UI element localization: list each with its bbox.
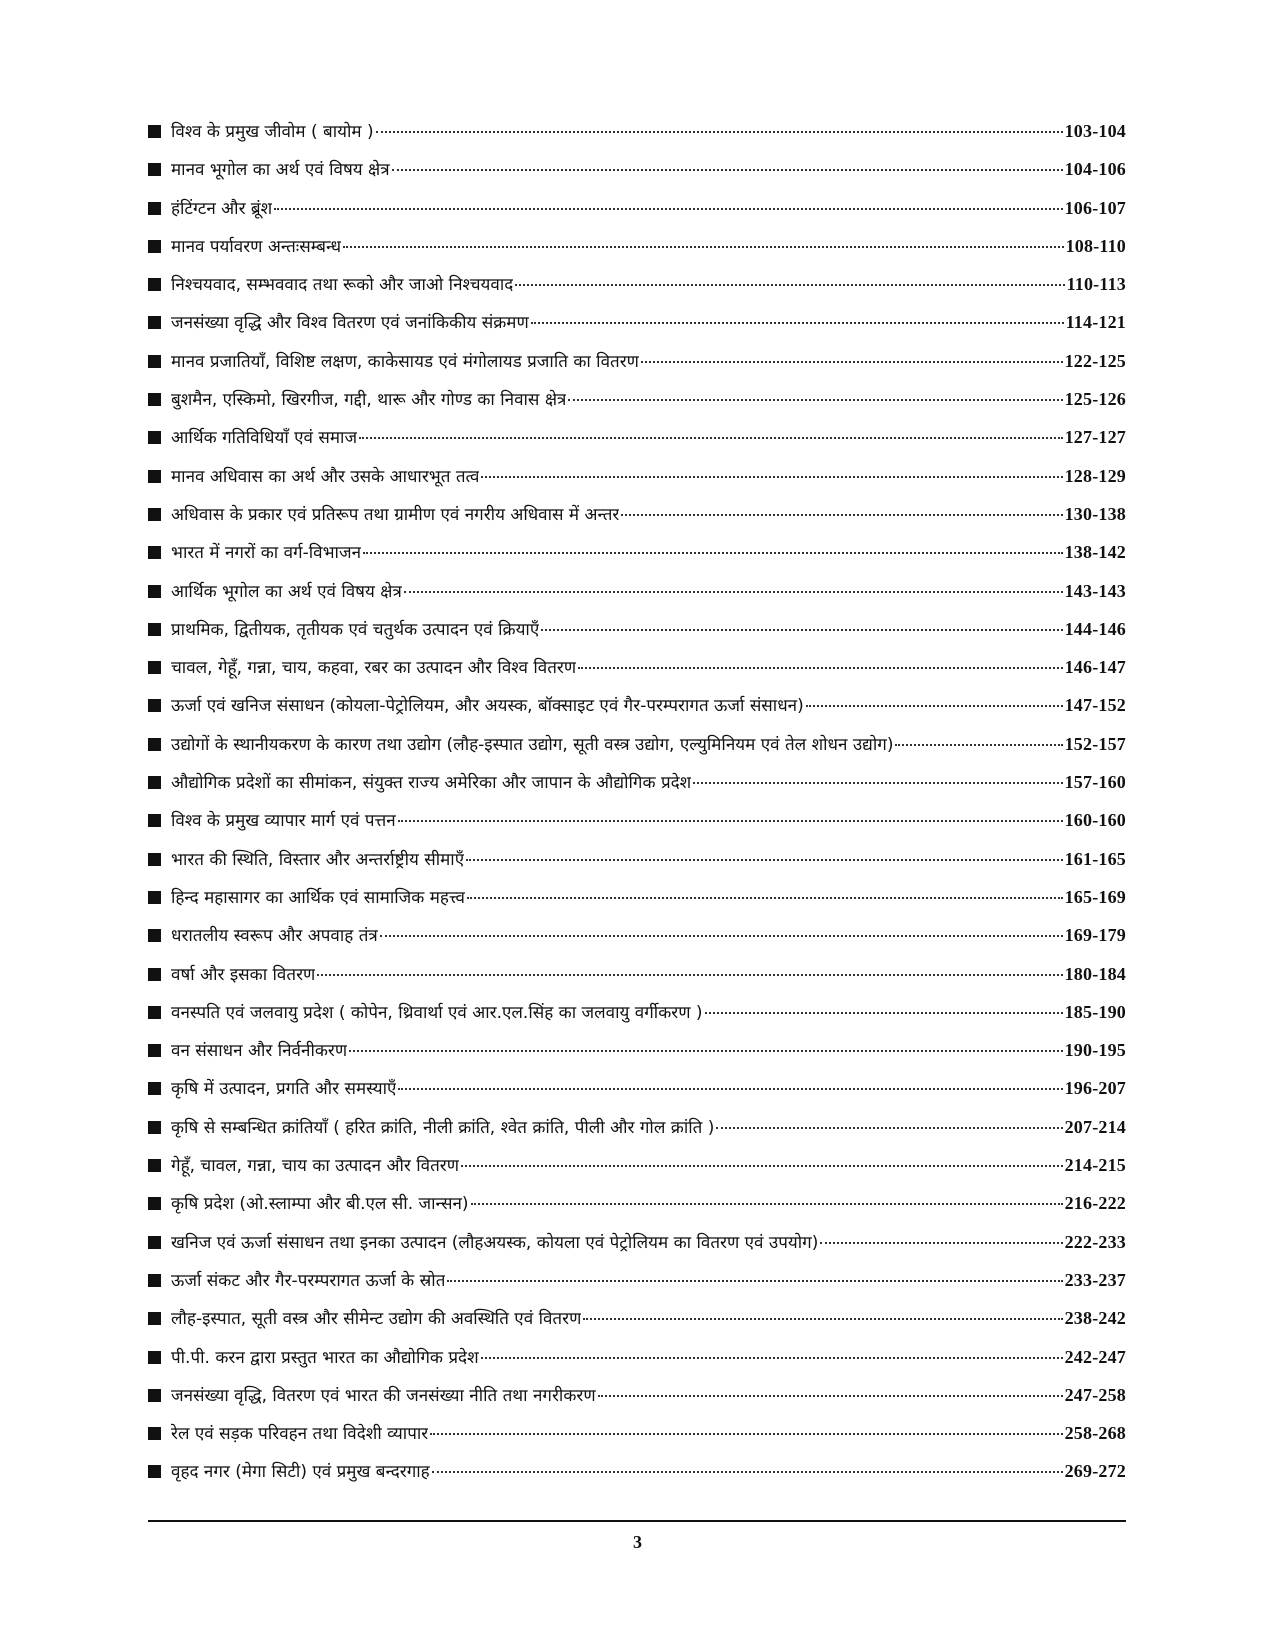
toc-entry-pages: 238-242 bbox=[1064, 1308, 1126, 1329]
toc-entry-title: वन संसाधन और निर्वनीकरण bbox=[171, 1041, 348, 1062]
dot-leader bbox=[274, 208, 1062, 210]
bullet-square-icon bbox=[148, 1389, 161, 1402]
toc-entry bbox=[148, 770, 1126, 808]
toc-entry-title: गेहूँ, चावल, गन्ना, चाय का उत्पादन और वितरण bbox=[171, 1156, 460, 1177]
toc-entry bbox=[148, 157, 1126, 195]
dot-leader bbox=[432, 1471, 1063, 1473]
toc-entry bbox=[148, 502, 1126, 540]
toc-entry-title: लौह-इस्पात, सूती वस्त्र और सीमेन्ट उद्योग की अवस्थिति एवं वितरण bbox=[171, 1309, 582, 1330]
dot-leader bbox=[343, 246, 1063, 248]
dot-leader bbox=[583, 1318, 1062, 1320]
bullet-square-icon bbox=[148, 738, 161, 751]
toc-entry-title: हिन्द महासागर का आर्थिक एवं सामाजिक महत्त्व bbox=[171, 887, 465, 908]
toc-entry-title: पी.पी. करन द्वारा प्रस्तुत भारत का औद्योगिक प्रदेश bbox=[171, 1347, 479, 1368]
table-of-contents bbox=[148, 119, 1126, 1498]
toc-entry-title: मानव भूगोल का अर्थ एवं विषय क्षेत्र bbox=[171, 160, 390, 181]
toc-entry-pages: 161-165 bbox=[1064, 848, 1126, 869]
toc-entry-title: आर्थिक भूगोल का अर्थ एवं विषय क्षेत्र bbox=[171, 581, 402, 602]
bullet-square-icon bbox=[148, 1082, 161, 1095]
toc-entry-title: आर्थिक गतिविधियाँ एवं समाज bbox=[171, 428, 358, 449]
toc-entry-title: मानव पर्यावरण अन्तःसम्बन्ध bbox=[171, 236, 342, 257]
dot-leader bbox=[404, 591, 1063, 593]
toc-entry bbox=[148, 655, 1126, 693]
toc-entry-title: भारत में नगरों का वर्ग-विभाजन bbox=[171, 543, 362, 564]
bullet-square-icon bbox=[148, 546, 161, 559]
dot-leader bbox=[466, 859, 1062, 861]
toc-entry bbox=[148, 540, 1126, 578]
toc-entry bbox=[148, 1383, 1126, 1421]
toc-entry bbox=[148, 387, 1126, 425]
toc-entry-title: मानव प्रजातियाँ, विशिष्ट लक्षण, काकेसायड एवं मंगोलायड प्रजाति का वितरण bbox=[171, 351, 639, 372]
toc-entry bbox=[148, 1459, 1126, 1497]
bullet-square-icon bbox=[148, 776, 161, 789]
toc-entry-pages: 258-268 bbox=[1064, 1423, 1126, 1444]
bullet-square-icon bbox=[148, 355, 161, 368]
toc-entry-pages: 157-160 bbox=[1064, 772, 1126, 793]
dot-leader bbox=[398, 1088, 1062, 1090]
toc-entry-pages: 216-222 bbox=[1064, 1193, 1126, 1214]
dot-leader bbox=[621, 514, 1062, 516]
toc-entry bbox=[148, 1115, 1126, 1153]
bullet-square-icon bbox=[148, 431, 161, 444]
dot-leader bbox=[467, 897, 1063, 899]
toc-entry bbox=[148, 579, 1126, 617]
toc-entry-title: धरातलीय स्वरूप और अपवाह तंत्र bbox=[171, 926, 378, 947]
toc-entry-pages: 214-215 bbox=[1064, 1155, 1126, 1176]
dot-leader bbox=[363, 552, 1063, 554]
dot-leader bbox=[398, 820, 1063, 822]
bullet-square-icon bbox=[148, 1312, 161, 1325]
toc-entry-title: वनस्पति एवं जलवायु प्रदेश ( कोपेन, थ्रिवार्था एवं आर.एल.सिंह का जलवायु वर्गीकरण ) bbox=[171, 1002, 703, 1023]
dot-leader bbox=[895, 744, 1062, 746]
toc-entry bbox=[148, 1268, 1126, 1306]
toc-entry-pages: 152-157 bbox=[1064, 733, 1126, 754]
dot-leader bbox=[578, 667, 1062, 669]
bullet-square-icon bbox=[148, 1236, 161, 1249]
toc-entry-title: कृषि प्रदेश (ओ.स्लाम्पा और बी.एल सी. जान्सन) bbox=[171, 1194, 469, 1215]
toc-entry bbox=[148, 808, 1126, 846]
bullet-square-icon bbox=[148, 163, 161, 176]
toc-entry-title: वर्षा और इसका वितरण bbox=[171, 964, 316, 985]
toc-entry-pages: 269-272 bbox=[1064, 1461, 1126, 1482]
bullet-square-icon bbox=[148, 1044, 161, 1057]
bullet-square-icon bbox=[148, 1351, 161, 1364]
dot-leader bbox=[349, 1050, 1062, 1052]
toc-entry-title: रेल एवं सड़क परिवहन तथा विदेशी व्यापार bbox=[171, 1424, 429, 1445]
toc-entry-pages: 160-160 bbox=[1064, 810, 1126, 831]
toc-entry-pages: 125-126 bbox=[1064, 389, 1126, 410]
toc-entry-title: विश्व के प्रमुख व्यापार मार्ग एवं पत्तन bbox=[171, 811, 396, 832]
dot-leader bbox=[716, 1127, 1062, 1129]
toc-entry-pages: 207-214 bbox=[1064, 1116, 1126, 1137]
toc-entry-title: खनिज एवं ऊर्जा संसाधन तथा इनका उत्पादन (लौहअयस्क, कोयला एवं पेट्रोलियम का वितरण एवं उपयोग) bbox=[171, 1232, 819, 1253]
toc-entry-pages: 103-104 bbox=[1064, 121, 1126, 141]
toc-entry-pages: 143-143 bbox=[1064, 580, 1126, 601]
toc-entry bbox=[148, 1191, 1126, 1229]
footer-divider bbox=[148, 1520, 1126, 1522]
toc-entry bbox=[148, 1076, 1126, 1114]
dot-leader bbox=[541, 629, 1062, 631]
dot-leader bbox=[515, 284, 1064, 286]
toc-entry-pages: 165-169 bbox=[1064, 886, 1126, 907]
dot-leader bbox=[806, 705, 1063, 707]
bullet-square-icon bbox=[148, 1006, 161, 1019]
bullet-square-icon bbox=[148, 278, 161, 291]
bullet-square-icon bbox=[148, 814, 161, 827]
dot-leader bbox=[430, 1433, 1062, 1435]
bullet-square-icon bbox=[148, 1121, 161, 1134]
toc-entry bbox=[148, 1230, 1126, 1268]
toc-entry-title: ऊर्जा संकट और गैर-परम्परागत ऊर्जा के स्रोत bbox=[171, 1270, 446, 1291]
toc-entry-pages: 104-106 bbox=[1064, 159, 1126, 180]
toc-entry-title: भारत की स्थिति, विस्तार और अन्तर्राष्ट्रीय सीमाएँ bbox=[171, 849, 465, 870]
bullet-square-icon bbox=[148, 470, 161, 483]
toc-entry-pages: 233-237 bbox=[1064, 1269, 1126, 1290]
toc-entry-pages: 127-127 bbox=[1064, 427, 1126, 448]
bullet-square-icon bbox=[148, 1197, 161, 1210]
toc-entry-pages: 169-179 bbox=[1064, 925, 1126, 946]
dot-leader bbox=[461, 1165, 1063, 1167]
toc-entry bbox=[148, 464, 1126, 502]
dot-leader bbox=[481, 476, 1062, 478]
toc-entry bbox=[148, 425, 1126, 463]
toc-entry-title: विश्व के प्रमुख जीवोम ( बायोम ) bbox=[171, 122, 374, 142]
page-number: 3 bbox=[633, 1532, 642, 1552]
bullet-square-icon bbox=[148, 508, 161, 521]
toc-entry-title: बुशमैन, एस्किमो, खिरगीज, गद्दी, थारू और गोण्ड का निवास क्षेत्र bbox=[171, 390, 567, 411]
toc-entry-pages: 122-125 bbox=[1064, 350, 1126, 371]
dot-leader bbox=[376, 131, 1063, 133]
toc-entry bbox=[148, 1421, 1126, 1459]
dot-leader bbox=[641, 361, 1063, 363]
bullet-square-icon bbox=[148, 125, 161, 138]
dot-leader bbox=[481, 1357, 1063, 1359]
toc-entry-title: निश्चयवाद, सम्भववाद तथा रूको और जाओ निश्चयवाद bbox=[171, 275, 514, 296]
toc-entry-title: जनसंख्या वृद्धि और विश्व वितरण एवं जनांकिकीय संक्रमण bbox=[171, 313, 529, 334]
toc-entry bbox=[148, 196, 1126, 234]
toc-entry-title: कृषि में उत्पादन, प्रगति और समस्याएँ bbox=[171, 1079, 397, 1100]
bullet-square-icon bbox=[148, 1159, 161, 1172]
bullet-square-icon bbox=[148, 929, 161, 942]
toc-entry-pages: 110-113 bbox=[1066, 274, 1126, 295]
dot-leader bbox=[568, 399, 1062, 401]
toc-entry-pages: 247-258 bbox=[1064, 1384, 1126, 1405]
dot-leader bbox=[693, 782, 1062, 784]
bullet-square-icon bbox=[148, 316, 161, 329]
toc-entry bbox=[148, 1306, 1126, 1344]
toc-entry-pages: 138-142 bbox=[1064, 542, 1126, 563]
toc-entry-pages: 180-184 bbox=[1064, 963, 1126, 984]
dot-leader bbox=[380, 935, 1063, 937]
dot-leader bbox=[598, 1395, 1063, 1397]
toc-entry-title: औद्योगिक प्रदेशों का सीमांकन, संयुक्त राज्य अमेरिका और जापान के औद्योगिक प्रदेश bbox=[171, 773, 692, 794]
toc-entry bbox=[148, 119, 1126, 157]
toc-entry-title: मानव अधिवास का अर्थ और उसके आधारभूत तत्व bbox=[171, 466, 480, 487]
toc-entry bbox=[148, 1345, 1126, 1383]
toc-entry-title: जनसंख्या वृद्धि, वितरण एवं भारत की जनसंख्या नीति तथा नगरीकरण bbox=[171, 1385, 596, 1406]
toc-entry-title: उद्योगों के स्थानीयकरण के कारण तथा उद्योग (लौह-इस्पात उद्योग, सूती वस्त्र उद्योग, एल्युमिनियम एवं तेल शोधन उद्योग) bbox=[171, 734, 894, 755]
toc-entry-title: वृहद नगर (मेगा सिटी) एवं प्रमुख बन्दरगाह bbox=[171, 1462, 430, 1483]
dot-leader bbox=[531, 322, 1064, 324]
toc-entry-pages: 144-146 bbox=[1064, 618, 1126, 639]
toc-entry bbox=[148, 962, 1126, 1000]
toc-entry bbox=[148, 732, 1126, 770]
dot-leader bbox=[705, 1012, 1063, 1014]
toc-entry bbox=[148, 847, 1126, 885]
toc-entry-pages: 130-138 bbox=[1064, 503, 1126, 524]
toc-entry-pages: 185-190 bbox=[1064, 1001, 1126, 1022]
toc-entry bbox=[148, 617, 1126, 655]
bullet-square-icon bbox=[148, 1465, 161, 1478]
toc-entry-pages: 242-247 bbox=[1064, 1346, 1126, 1367]
toc-entry bbox=[148, 310, 1126, 348]
toc-entry-title: हंटिंग्टन और ब्रूंश bbox=[171, 198, 273, 219]
dot-leader bbox=[447, 1280, 1062, 1282]
toc-entry-title: प्राथमिक, द्वितीयक, तृतीयक एवं चतुर्थक उत्पादन एवं क्रियाएँ bbox=[171, 619, 540, 640]
toc-entry-title: अधिवास के प्रकार एवं प्रतिरूप तथा ग्रामीण एवं नगरीय अधिवास में अन्तर bbox=[171, 504, 620, 525]
toc-entry bbox=[148, 693, 1126, 731]
toc-entry-pages: 190-195 bbox=[1064, 1040, 1126, 1061]
toc-entry-pages: 128-129 bbox=[1064, 465, 1126, 486]
bullet-square-icon bbox=[148, 202, 161, 215]
toc-entry-pages: 114-121 bbox=[1065, 312, 1126, 333]
dot-leader bbox=[471, 1203, 1063, 1205]
toc-entry-pages: 108-110 bbox=[1065, 235, 1126, 256]
bullet-square-icon bbox=[148, 393, 161, 406]
toc-entry-pages: 196-207 bbox=[1064, 1078, 1126, 1099]
dot-leader bbox=[317, 974, 1062, 976]
toc-entry bbox=[148, 349, 1126, 387]
toc-entry bbox=[148, 923, 1126, 961]
bullet-square-icon bbox=[148, 661, 161, 674]
bullet-square-icon bbox=[148, 240, 161, 253]
toc-entry-title: चावल, गेहूँ, गन्ना, चाय, कहवा, रबर का उत्पादन और विश्व वितरण bbox=[171, 658, 577, 679]
toc-entry bbox=[148, 234, 1126, 272]
dot-leader bbox=[359, 437, 1063, 439]
dot-leader bbox=[392, 169, 1063, 171]
toc-entry bbox=[148, 885, 1126, 923]
toc-entry bbox=[148, 272, 1126, 310]
bullet-square-icon bbox=[148, 1427, 161, 1440]
toc-entry-pages: 146-147 bbox=[1064, 657, 1126, 678]
bullet-square-icon bbox=[148, 853, 161, 866]
bullet-square-icon bbox=[148, 585, 161, 598]
dot-leader bbox=[820, 1242, 1062, 1244]
bullet-square-icon bbox=[148, 968, 161, 981]
toc-entry-pages: 222-233 bbox=[1064, 1231, 1126, 1252]
toc-entry-pages: 106-107 bbox=[1064, 197, 1126, 218]
toc-entry-title: कृषि से सम्बन्धित क्रांतियाँ ( हरित क्रांति, नीली क्रांति, श्वेत क्रांति, पीली और गोल क्रांति ) bbox=[171, 1117, 715, 1138]
toc-entry-pages: 147-152 bbox=[1064, 695, 1126, 716]
bullet-square-icon bbox=[148, 623, 161, 636]
bullet-square-icon bbox=[148, 699, 161, 712]
bullet-square-icon bbox=[148, 891, 161, 904]
toc-entry bbox=[148, 1038, 1126, 1076]
toc-entry bbox=[148, 1000, 1126, 1038]
toc-entry bbox=[148, 1153, 1126, 1191]
toc-entry-title: ऊर्जा एवं खनिज संसाधन (कोयला-पेट्रोलियम, और अयस्क, बॉक्साइट एवं गैर-परम्परागत ऊर्जा संसाधन) bbox=[171, 696, 804, 717]
bullet-square-icon bbox=[148, 1274, 161, 1287]
